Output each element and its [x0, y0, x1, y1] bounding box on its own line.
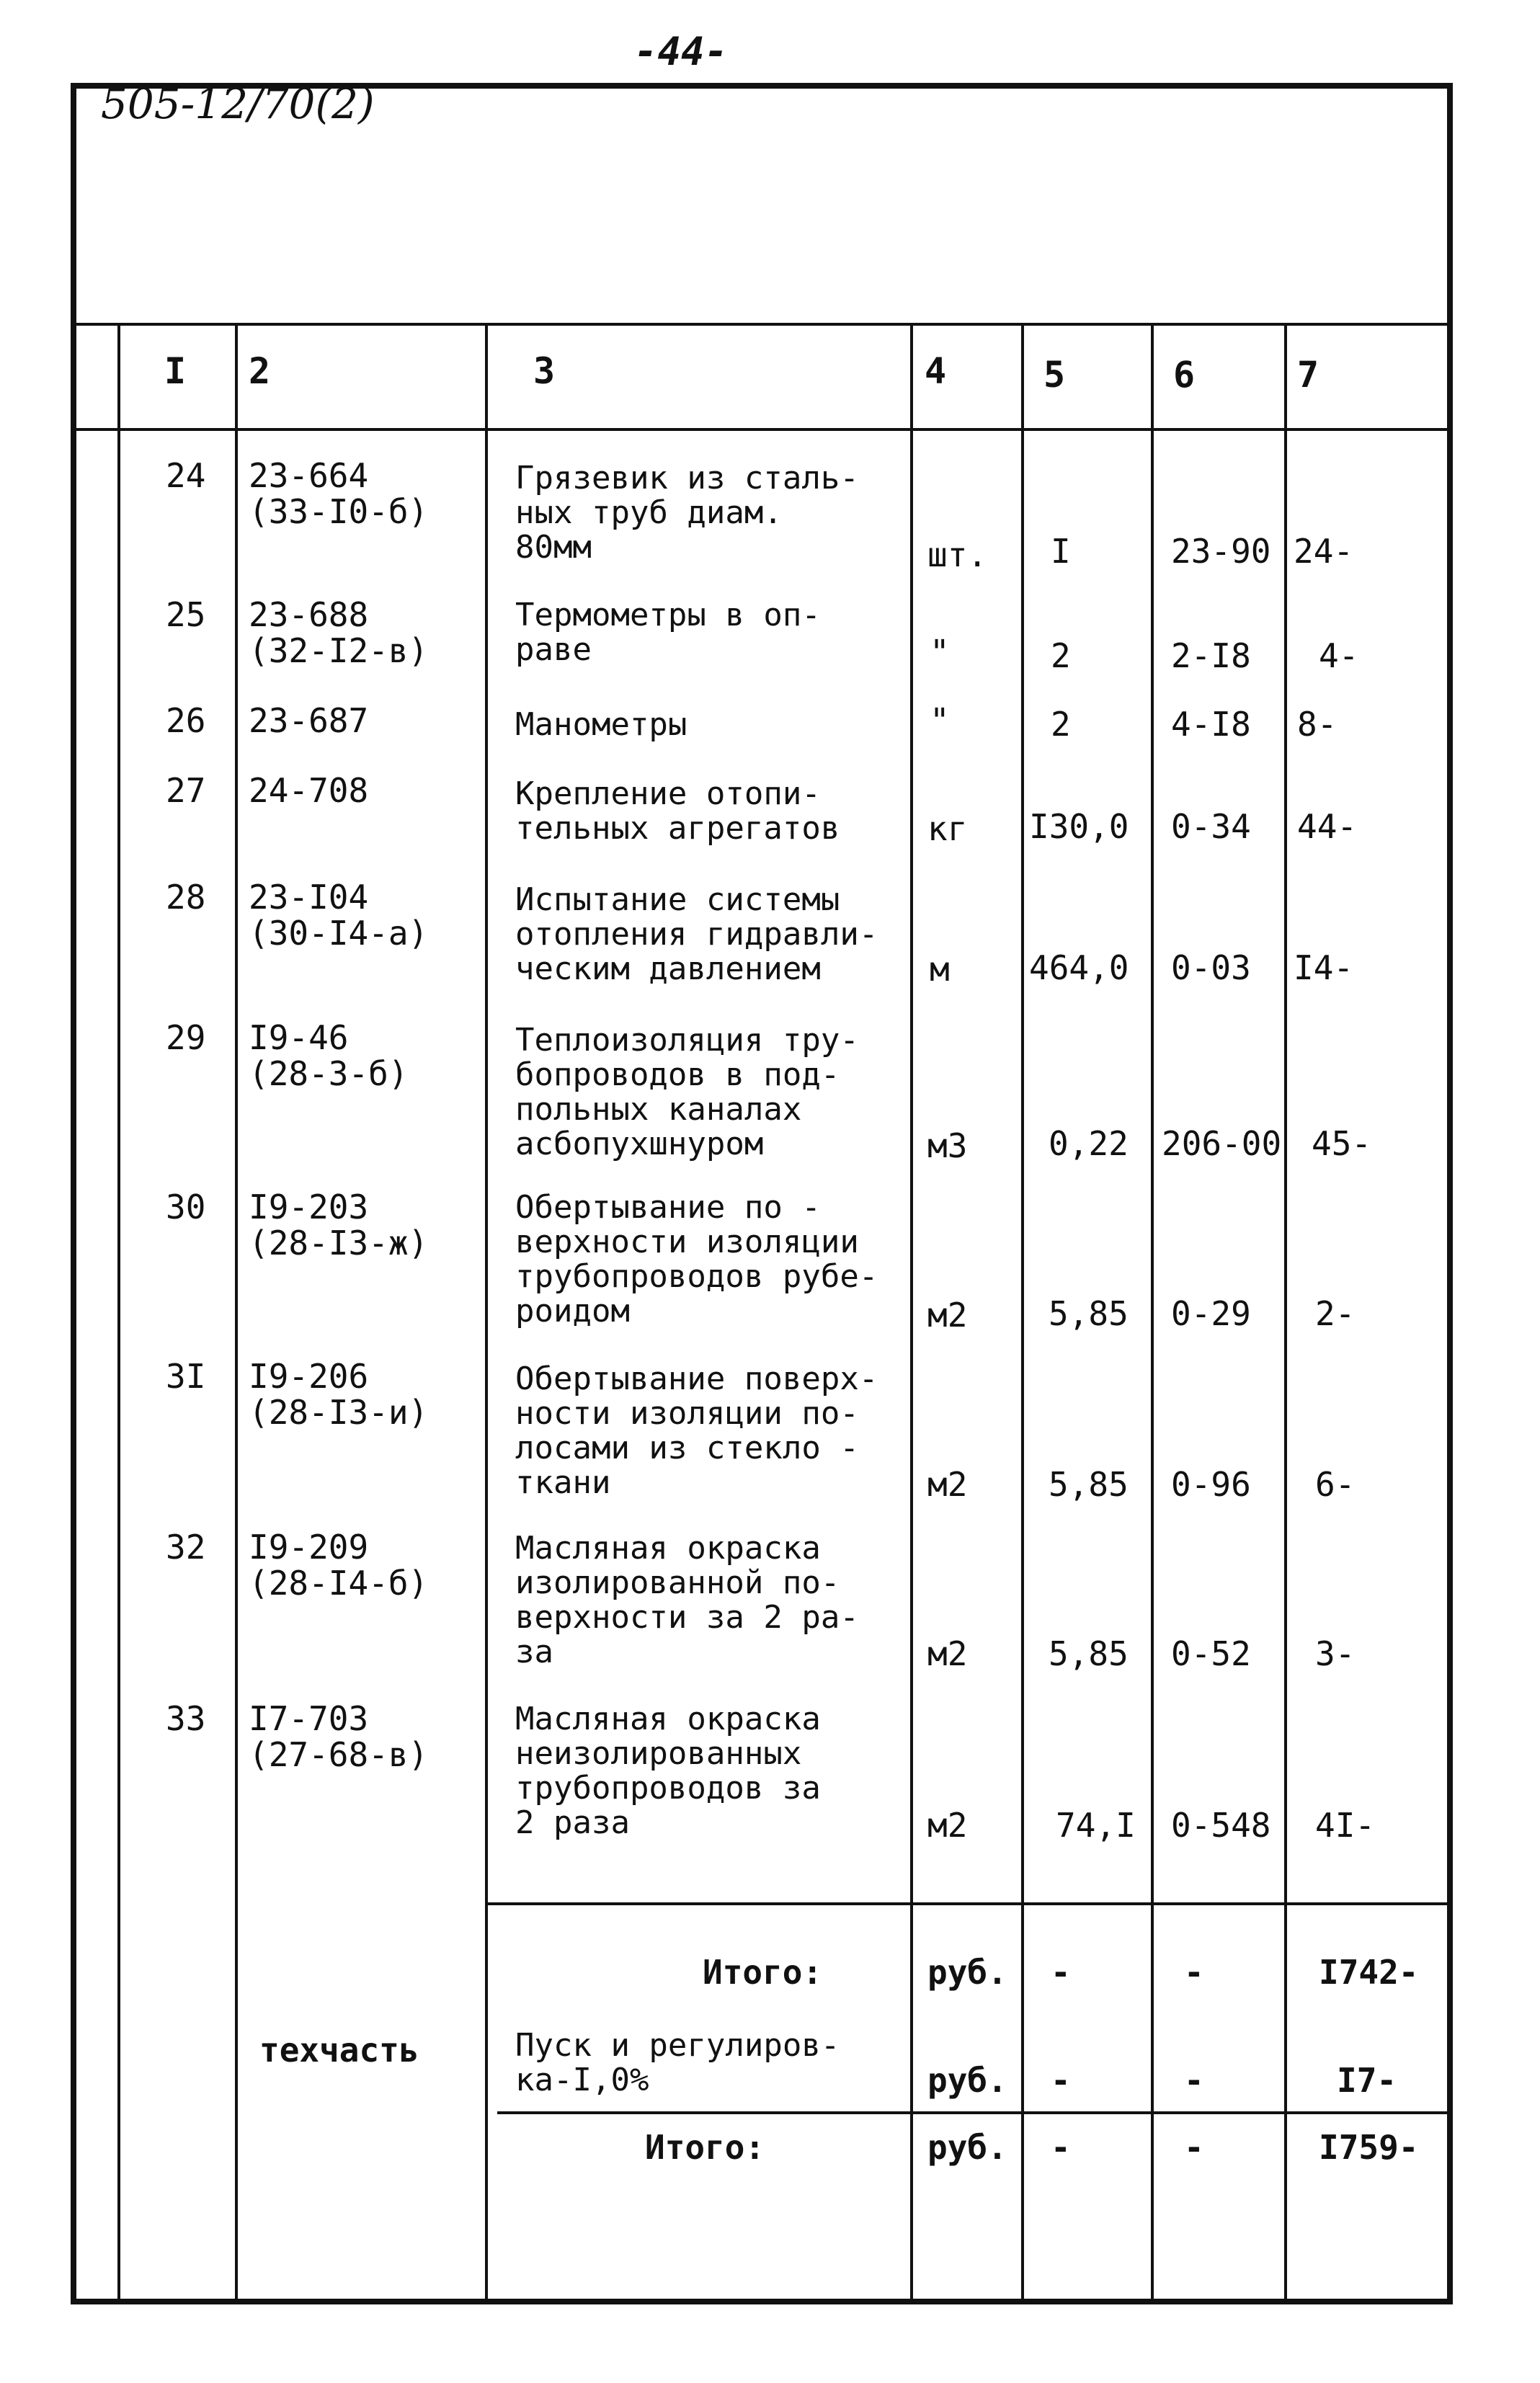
row-25-description: Термометры в оп- раве: [515, 597, 821, 668]
total-label: Итого:: [645, 2128, 765, 2167]
row-25-number: 25: [166, 595, 206, 634]
startup-total: I7-: [1337, 2061, 1397, 2100]
row-29-price: 206-00: [1162, 1124, 1282, 1163]
row-27-quantity: I30,0: [1029, 807, 1129, 846]
row-27-description: Крепление отопи- тельных агрегатов: [515, 775, 840, 847]
row-30-quantity: 5,85: [1049, 1294, 1129, 1333]
row-31-price: 0-96: [1171, 1465, 1251, 1504]
header-top-rule: [74, 323, 1450, 326]
row-33-total: 4I-: [1315, 1806, 1376, 1845]
row-32-description: Масляная окраска изолированной по- верхности за 2 ра- за: [515, 1530, 859, 1670]
row-27-number: 27: [166, 771, 206, 810]
startup-price: -: [1184, 2061, 1204, 2100]
header-col-7: 7: [1297, 354, 1319, 396]
total-price: -: [1184, 2128, 1204, 2167]
subtotal-price: -: [1184, 1953, 1204, 1992]
row-29-total: 45-: [1312, 1124, 1372, 1163]
row-27-code: 24-708: [249, 771, 369, 810]
row-24-number: 24: [166, 456, 206, 495]
row-31-code: I9-206 (28-I3-и): [249, 1357, 429, 1432]
row-30-total: 2-: [1315, 1294, 1356, 1333]
row-29-unit: м3: [927, 1126, 968, 1165]
row-31-total: 6-: [1315, 1465, 1356, 1504]
header-col-6: 6: [1173, 354, 1196, 396]
row-28-description: Испытание системы отопления гидравли- ческим давлением: [515, 881, 878, 987]
column-rule-6: [1284, 323, 1287, 2299]
column-rule-0: [117, 323, 120, 2299]
row-32-code: I9-209 (28-I4-б): [249, 1528, 429, 1603]
row-28-price: 0-03: [1171, 948, 1251, 987]
row-29-code: I9-46 (28-3-б): [249, 1018, 409, 1093]
column-rule-1: [235, 323, 238, 2299]
row-29-number: 29: [166, 1018, 206, 1057]
row-25-price: 2-I8: [1171, 636, 1251, 675]
row-32-quantity: 5,85: [1049, 1634, 1129, 1673]
row-27-unit: кг: [927, 809, 968, 848]
row-33-price: 0-548: [1171, 1806, 1271, 1845]
row-24-description: Грязевик из сталь- ных труб диам. 80мм: [515, 460, 859, 566]
row-33-number: 33: [166, 1699, 206, 1738]
row-30-code: I9-203 (28-I3-ж): [249, 1188, 429, 1262]
row-31-unit: м2: [927, 1465, 968, 1504]
row-24-code: 23-664 (33-I0-б): [249, 456, 429, 531]
row-27-price: 0-34: [1171, 807, 1251, 846]
summary-top-rule: [486, 1902, 1450, 1905]
row-29-description: Теплоизоляция тру- бопроводов в под- польных каналах асбопухшнуром: [515, 1022, 859, 1162]
row-30-number: 30: [166, 1188, 206, 1226]
row-29-quantity: 0,22: [1049, 1124, 1129, 1163]
total-unit: руб.: [927, 2128, 1007, 2167]
row-26-code: 23-687: [249, 701, 369, 740]
subtotal-label: Итого:: [703, 1953, 823, 1992]
row-33-unit: м2: [927, 1806, 968, 1845]
header-col-1: I: [164, 350, 187, 392]
row-26-number: 26: [166, 701, 206, 740]
row-24-total: 24-: [1294, 532, 1354, 571]
row-33-code: I7-703 (27-68-в): [249, 1699, 429, 1774]
row-31-description: Обертывание поверх- ности изоляции по- лосами из стекло - ткани: [515, 1360, 878, 1501]
header-col-2: 2: [249, 350, 271, 392]
row-26-total: 8-: [1297, 705, 1338, 744]
row-28-code: 23-I04 (30-I4-а): [249, 878, 429, 953]
row-24-unit: шт.: [927, 535, 988, 574]
startup-label: Пуск и регулиров- ка-I,0%: [515, 2027, 840, 2098]
document-code: 505-12/70(2): [101, 79, 375, 128]
row-32-number: 32: [166, 1528, 206, 1567]
header-col-4: 4: [925, 350, 947, 392]
row-25-code: 23-688 (32-I2-в): [249, 595, 429, 670]
row-26-description: Манометры: [515, 706, 687, 743]
summary-total-rule: [497, 2111, 1450, 2114]
column-rule-3: [910, 323, 913, 2299]
section-label: техчасть: [259, 2031, 419, 2070]
total-quantity: -: [1051, 2128, 1071, 2167]
page-number: -44-: [634, 29, 729, 74]
subtotal-unit: руб.: [927, 1953, 1007, 1992]
row-26-price: 4-I8: [1171, 705, 1251, 744]
subtotal-total: I742-: [1319, 1953, 1419, 1992]
row-27-total: 44-: [1297, 807, 1358, 846]
row-32-total: 3-: [1315, 1634, 1356, 1673]
row-30-unit: м2: [927, 1296, 968, 1335]
row-31-quantity: 5,85: [1049, 1465, 1129, 1504]
row-26-unit: ": [930, 701, 950, 740]
row-24-price: 23-90: [1171, 532, 1271, 571]
column-rule-2: [485, 323, 488, 2299]
row-24-quantity: I: [1051, 532, 1071, 571]
row-30-price: 0-29: [1171, 1294, 1251, 1333]
row-25-total: 4-: [1319, 636, 1359, 675]
header-bottom-rule: [74, 428, 1450, 431]
row-31-number: 3I: [166, 1357, 206, 1396]
row-25-unit: ": [930, 633, 950, 672]
row-26-quantity: 2: [1051, 705, 1071, 744]
row-33-description: Масляная окраска неизолированных трубопроводов за 2 раза: [515, 1701, 821, 1841]
row-28-number: 28: [166, 878, 206, 917]
subtotal-quantity: -: [1051, 1953, 1071, 1992]
column-rule-4: [1021, 323, 1024, 2299]
startup-quantity: -: [1051, 2061, 1071, 2100]
row-30-description: Обертывание по - верхности изоляции трубопроводов рубе- роидом: [515, 1189, 878, 1329]
column-rule-5: [1151, 323, 1154, 2299]
row-28-total: I4-: [1294, 948, 1354, 987]
row-32-unit: м2: [927, 1634, 968, 1673]
row-28-unit: м: [930, 950, 950, 989]
row-25-quantity: 2: [1051, 636, 1071, 675]
header-col-5: 5: [1043, 354, 1066, 396]
total-total: I759-: [1319, 2128, 1419, 2167]
header-col-3: 3: [533, 350, 556, 392]
row-32-price: 0-52: [1171, 1634, 1251, 1673]
row-28-quantity: 464,0: [1029, 948, 1129, 987]
startup-unit: руб.: [927, 2061, 1007, 2100]
row-33-quantity: 74,I: [1056, 1806, 1136, 1845]
